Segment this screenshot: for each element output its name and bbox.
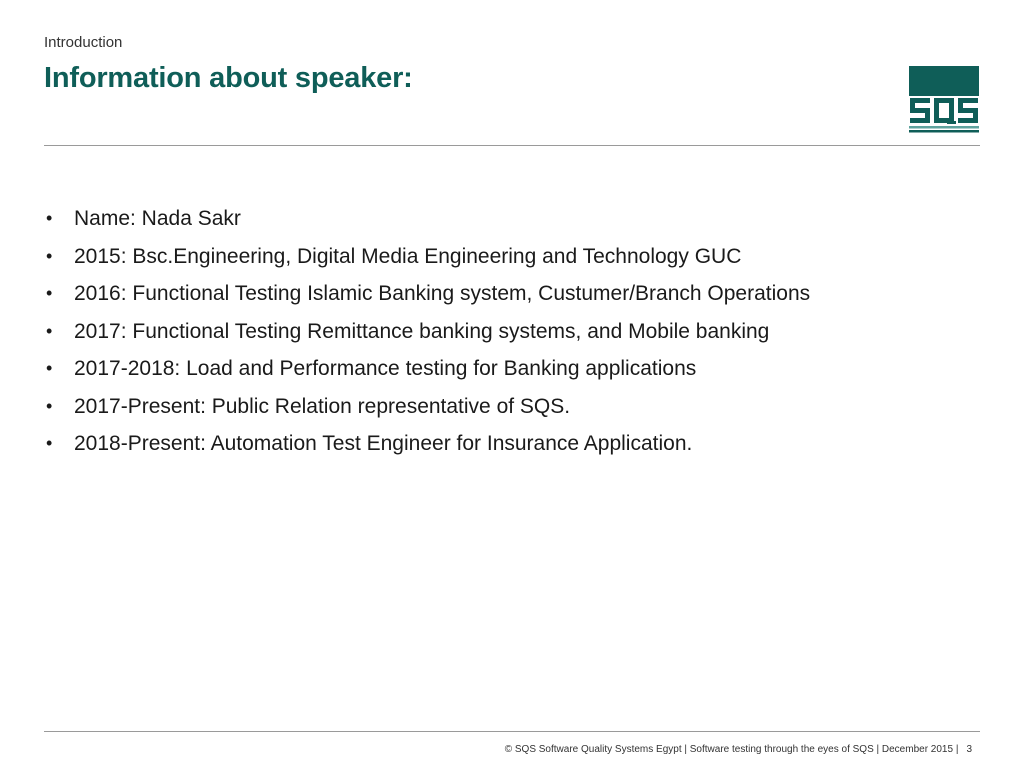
list-item bbox=[44, 200, 974, 238]
list-item-text: 2017-2018: Load and Performance testing for Banking applications bbox=[74, 357, 697, 380]
section-label: Introduction bbox=[44, 34, 123, 51]
list-item-text: 2018-Present: Automation Test Engineer for Insurance Application. bbox=[74, 432, 693, 455]
bullet-icon: • bbox=[46, 320, 53, 341]
list-item-text: 2015: Bsc.Engineering, Digital Media Engineering and Technology GUC bbox=[74, 244, 742, 268]
list-item bbox=[44, 238, 974, 276]
list-item-text: Name: Nada Sakr bbox=[74, 207, 241, 230]
footer-text: © SQS Software Quality Systems Egypt | Software testing through the eyes of SQS | December 2015 | bbox=[504, 744, 959, 755]
footer-divider bbox=[44, 731, 980, 732]
list-item-text: 2017: Functional Testing Remittance banking systems, and Mobile banking bbox=[74, 319, 770, 343]
sqs-logo bbox=[909, 66, 979, 133]
list-item bbox=[44, 313, 974, 351]
slide-footer bbox=[505, 744, 972, 755]
list-item-text: 2016: Functional Testing Islamic Banking system, Custumer/Branch Operations bbox=[74, 282, 811, 305]
list-item bbox=[44, 388, 974, 426]
header-divider bbox=[44, 145, 980, 146]
list-item bbox=[44, 350, 974, 388]
speaker-info-list bbox=[44, 200, 974, 463]
slide-title: Information about speaker: bbox=[44, 62, 413, 94]
page-number: 3 bbox=[966, 744, 972, 755]
bullet-icon: • bbox=[46, 208, 53, 228]
bullet-icon: • bbox=[46, 283, 53, 303]
bullet-icon: • bbox=[46, 433, 53, 453]
list-item bbox=[44, 275, 974, 313]
bullet-icon: • bbox=[46, 245, 53, 266]
bullet-icon: • bbox=[46, 395, 53, 416]
bullet-icon: • bbox=[46, 358, 53, 378]
list-item bbox=[44, 425, 974, 463]
list-item-text: 2017-Present: Public Relation representative of SQS. bbox=[74, 394, 571, 418]
